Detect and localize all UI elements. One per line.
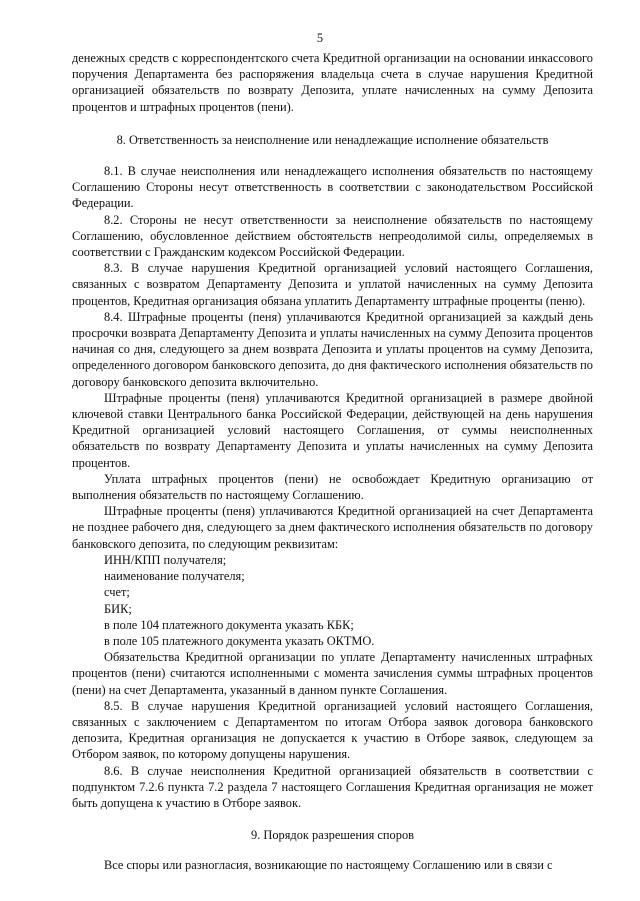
clause-8-2: 8.2. Стороны не несут ответственности за неисполнение обязательств по настоящему Соглашению, обусловленное действием обстоятельств непреодолимой силы, определяемых в соответствии с Гражданским кодексом Российской Федерации. xyxy=(72,212,593,260)
clause-8-4: 8.4. Штрафные проценты (пеня) уплачиваются Кредитной организацией за каждый день просрочки возврата Департаменту Депозита и уплаты начисленных на сумму Депозита процентов начиная со дня, следующего за днем возврата Депозита и уплаты процентов на сумму Депозита, определенного договором банковского депозита, до дня фактического исполнения обязательств по договору банковского депозита включительно. xyxy=(72,309,593,389)
clause-8-1: 8.1. В случае неисполнения или ненадлежащего исполнения обязательств по настоящему Соглашению Стороны несут ответственность в соответствии с законодательством Российской Федерации. xyxy=(72,164,593,211)
requisite-item: в поле 104 платежного документа указать КБК; xyxy=(104,617,354,632)
clause-8-5: 8.5. В случае нарушения Кредитной организацией условий настоящего Соглашения, связанных с заключением с Департаментом по итогам Отбора заявок договора банковского депозита, Кредитная организация не допускается к участию в Отборе заявок, следующем за Отбором заявок, по которому допущены нарушения. xyxy=(72,698,593,762)
penalty-transfer-paragraph: Штрафные проценты (пеня) уплачиваются Кредитной организацией на счет Департамента не позднее рабочего дня, следующего за днем фактического исполнения обязательств по договору банковского депозита, по следующим реквизитам: xyxy=(72,504,593,551)
obligations-fulfilled-paragraph: Обязательства Кредитной организации по уплате Департаменту начисленных штрафных процентов (пени) считаются исполненными с момента зачисления суммы штрафных процентов (пени) на счет Департамента, указанный в данном пункте Соглашения. xyxy=(72,650,593,697)
requisite-item: наименование получателя; xyxy=(104,569,245,584)
clause-8-3: 8.3. В случае нарушения Кредитной организацией условий настоящего Соглашения, связанных с возвратом Департаменту Депозита и уплатой начисленных на сумму Депозита процентов, Кредитная организация обязана уплатить Департаменту штрафные проценты (пеню). xyxy=(72,261,593,308)
requisites-list xyxy=(72,552,593,649)
clause-8-6: 8.6. В случае неисполнения Кредитной организацией обязательств в соответствии с подпунктом 7.2.6 пункта 7.2 раздела 7 настоящего Соглашения Кредитная организация не может быть допущена к участию в Отборе заявок. xyxy=(72,763,593,810)
intro-paragraph: денежных средств с корреспондентского счета Кредитной организации на основании инкассового поручения Департамента без распоряжения владельца счета в случае нарушения Кредитной организацией обязательств по возврату Депозита, уплате начисленных на сумму Депозита процентов и штрафных процентов (пени). xyxy=(72,51,593,114)
requisite-item: счет; xyxy=(104,585,130,600)
page-number: 5 xyxy=(316,31,324,45)
penalty-rate-paragraph: Штрафные проценты (пеня) уплачиваются Кредитной организацией в размере двойной ключевой ставки Центрального банка Российской Федерации, действующей на день нарушения Кредитной организацией условий настоящего Соглашения, от суммы неисполненных обязательств по возврату Департаменту Депозита и уплаты начисленных на сумму Депозита процентов. xyxy=(72,390,593,470)
section-9-heading: 9. Порядок разрешения споров xyxy=(251,828,414,843)
requisite-item: в поле 105 платежного документа указать ОКТМО. xyxy=(104,633,375,648)
requisite-item: ИНН/КПП получателя; xyxy=(104,552,227,567)
clause-9-opening: Все споры или разногласия, возникающие по настоящему Соглашению или в связи с xyxy=(104,858,553,873)
requisite-item: БИК; xyxy=(104,601,132,616)
penalty-payment-paragraph: Уплата штрафных процентов (пени) не освобождает Кредитную организацию от выполнения обязательств по настоящему Соглашению. xyxy=(72,471,593,503)
section-8-heading: 8. Ответственность за неисполнение или ненадлежащие исполнение обязательств xyxy=(116,132,549,147)
page-content xyxy=(72,50,593,874)
